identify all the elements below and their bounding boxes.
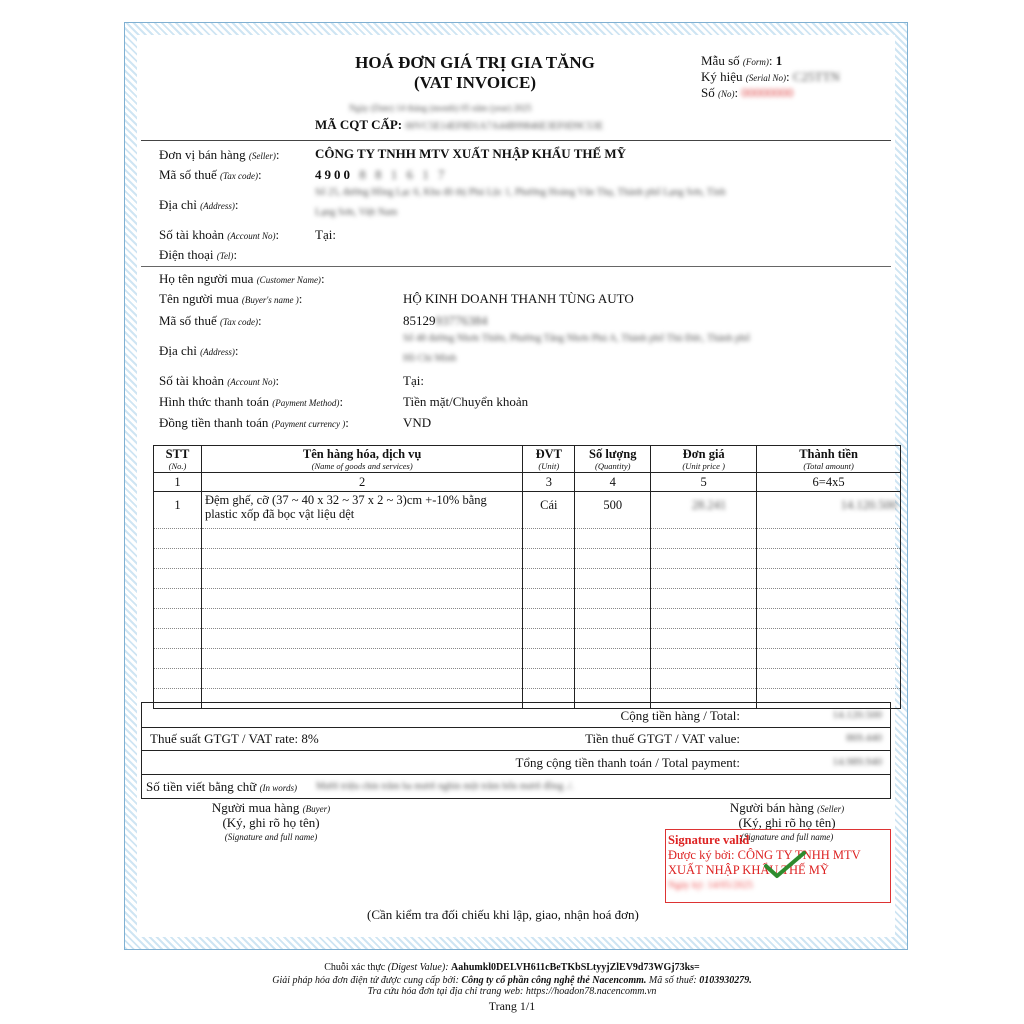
seller-address-label: Địa chỉ (Address):: [159, 197, 239, 212]
serial-number: Ký hiệu (Serial No): C25TTN: [701, 69, 840, 84]
seller-name-label: Đơn vị bán hàng (Seller):: [159, 147, 280, 162]
provider-line: Giải pháp hóa đơn điện tử được cung cấp bởi: Công ty cổ phần công nghệ thẻ Nacencomm. Mã số thuế: 0103930279.: [272, 975, 752, 986]
cqt-code: MÃ CQT CẤP: 00VC5E14EF8D1A7A44B99846E3EF0D9C53E: [315, 117, 604, 132]
item-amount: 14.120.500: [757, 492, 901, 529]
seller-phone-label: Điện thoại (Tel):: [159, 247, 238, 262]
vat-value: 869.440: [846, 732, 882, 744]
signature-date: Ngày ký: 14/05/2025: [668, 880, 753, 891]
vat-rate: Thuế suất GTGT / VAT rate: 8%: [150, 731, 319, 746]
items-table: [153, 445, 901, 709]
table-row: [154, 492, 901, 529]
vat-row: [141, 726, 891, 751]
numbering-cell: 4: [575, 473, 651, 492]
payment-method-label: Hình thức thanh toán (Payment Method):: [159, 394, 344, 409]
digital-signature-box: [665, 829, 891, 903]
verification-note: (Cần kiểm tra đối chiếu khi lập, giao, nhận hoá đơn): [367, 907, 639, 922]
payment-method: Tiền mặt/Chuyển khoản: [403, 394, 529, 409]
table-row: [154, 569, 901, 589]
col-qty: Số lượng (Quantity): [575, 446, 651, 473]
buyer-tax-code: 8512993776384: [403, 313, 488, 328]
grand-total-row: [141, 750, 891, 775]
numbering-cell: 1: [154, 473, 202, 492]
amount-in-words-row: [141, 774, 891, 799]
invoice-number: Số (No): 00000000: [701, 85, 794, 100]
table-row: [154, 589, 901, 609]
table-row: [154, 669, 901, 689]
numbering-cell: 5: [651, 473, 757, 492]
words-value: Mười triệu chín trăm ba mươi nghìn một trăm bốn mươi đồng ./.: [316, 781, 574, 792]
invoice-subtitle: (VAT INVOICE): [414, 73, 536, 92]
buyer-tax-label: Mã số thuế (Tax code):: [159, 313, 262, 328]
subtotal-row: [141, 702, 891, 728]
currency-label: Đồng tiền thanh toán (Payment currency ):: [159, 415, 349, 430]
col-name: Tên hàng hóa, dịch vụ (Name of goods and services): [201, 446, 522, 473]
table-row: [154, 629, 901, 649]
page-number: Trang 1/1: [488, 999, 536, 1013]
item-name: Đệm ghế, cỡ (37 ~ 40 x 32 ~ 37 x 2 ~ 3)cm +-10% bằng plastic xốp đã bọc vật liệu dệt: [201, 492, 522, 529]
seller-signature-block: Người bán hàng (Seller) (Ký, ghi rõ họ tên) (Signature and full name): [729, 800, 845, 842]
signature-signer-line1: Được ký bởi: CÔNG TY TNHH MTV: [668, 848, 861, 862]
invoice-frame: [124, 22, 908, 950]
seller-name: CÔNG TY TNHH MTV XUẤT NHẬP KHẨU THẾ MỸ: [315, 146, 627, 161]
seller-account: Tại:: [315, 227, 336, 242]
lookup-link[interactable]: Tra cứu hóa đơn tại địa chỉ trang web: https://hoadon78.nacencomm.vn: [367, 986, 657, 997]
item-no: 1: [154, 492, 202, 529]
item-price: 28.241: [651, 492, 757, 529]
item-unit: Cái: [523, 492, 575, 529]
numbering-cell: 3: [523, 473, 575, 492]
signature-valid-title: Signature valid: [668, 833, 750, 847]
col-price: Đơn giá (Unit price ): [651, 446, 757, 473]
words-label: Số tiền viết bằng chữ (In words): [146, 779, 297, 794]
seller-address-line2: Lạng Sơn, Việt Nam: [315, 207, 398, 218]
numbering-cell: 2: [201, 473, 522, 492]
buyer-name-label: Tên người mua (Buyer's name ):: [159, 291, 303, 306]
table-numbering-row: [154, 473, 901, 492]
buyer-name: HỘ KINH DOANH THANH TÙNG AUTO: [403, 291, 634, 306]
buyer-account: Tại:: [403, 373, 424, 388]
seller-account-label: Số tài khoản (Account No):: [159, 227, 280, 242]
table-row: [154, 609, 901, 629]
seller-address-line1: Số 25, đường Hồng Lạc 6, Khu đô thị Phú Lộc 1, Phường Hoàng Văn Thụ, Thành phố Lạng Sơn, Tỉnh: [315, 187, 726, 198]
table-row: [154, 529, 901, 549]
col-stt: STT (No.): [154, 446, 202, 473]
col-unit: ĐVT (Unit): [523, 446, 575, 473]
seller-tax-label: Mã số thuế (Tax code):: [159, 167, 262, 182]
col-amount: Thành tiền (Total amount): [757, 446, 901, 473]
item-qty: 500: [575, 492, 651, 529]
check-icon: [762, 850, 808, 880]
divider-buyer: [141, 266, 891, 267]
buyer-address-label: Địa chỉ (Address):: [159, 343, 239, 358]
table-header-row: [154, 446, 901, 473]
customer-name-label: Họ tên người mua (Customer Name):: [159, 271, 325, 286]
subtotal-label: Cộng tiền hàng / Total:: [620, 708, 740, 723]
subtotal-value: 14.120.500: [832, 709, 882, 721]
invoice-title: HOÁ ĐƠN GIÁ TRỊ GIA TĂNG: [355, 53, 595, 72]
form-number: Mẫu số (Form): 1: [701, 53, 783, 68]
currency: VND: [403, 415, 432, 430]
seller-tax-code: 4900 8 8 1 6 1 7: [315, 167, 448, 182]
digest-line: Chuỗi xác thực (Digest Value): Aahumkl0DELVH611cBeTKbSLtyyjZlEV9d73WGj73ks=: [324, 962, 700, 973]
grand-total-label: Tổng cộng tiền thanh toán / Total payment:: [515, 755, 740, 770]
numbering-cell: 6=4x5: [757, 473, 901, 492]
invoice-body: [137, 35, 895, 937]
buyer-account-label: Số tài khoản (Account No):: [159, 373, 280, 388]
buyer-address-line2: Hồ Chí Minh: [403, 353, 457, 364]
grand-total-value: 14.989.940: [832, 756, 882, 768]
invoice-date: Ngày (Date) 14 tháng (month) 05 năm (year) 2025: [349, 103, 532, 113]
table-row: [154, 549, 901, 569]
signature-signer-line2: XUẤT NHẬP KHẨU THẾ MỸ: [668, 863, 829, 877]
buyer-address-line1: Số 48 đường Nhơn Thiên, Phường Tăng Nhơn Phú A, Thành phố Thủ Đức, Thành phố: [403, 333, 751, 344]
divider-top: [141, 140, 891, 141]
buyer-signature-block: Người mua hàng (Buyer) (Ký, ghi rõ họ tên) (Signature and full name): [211, 800, 331, 842]
table-row: [154, 649, 901, 669]
vat-label: Tiền thuế GTGT / VAT value:: [585, 731, 740, 746]
